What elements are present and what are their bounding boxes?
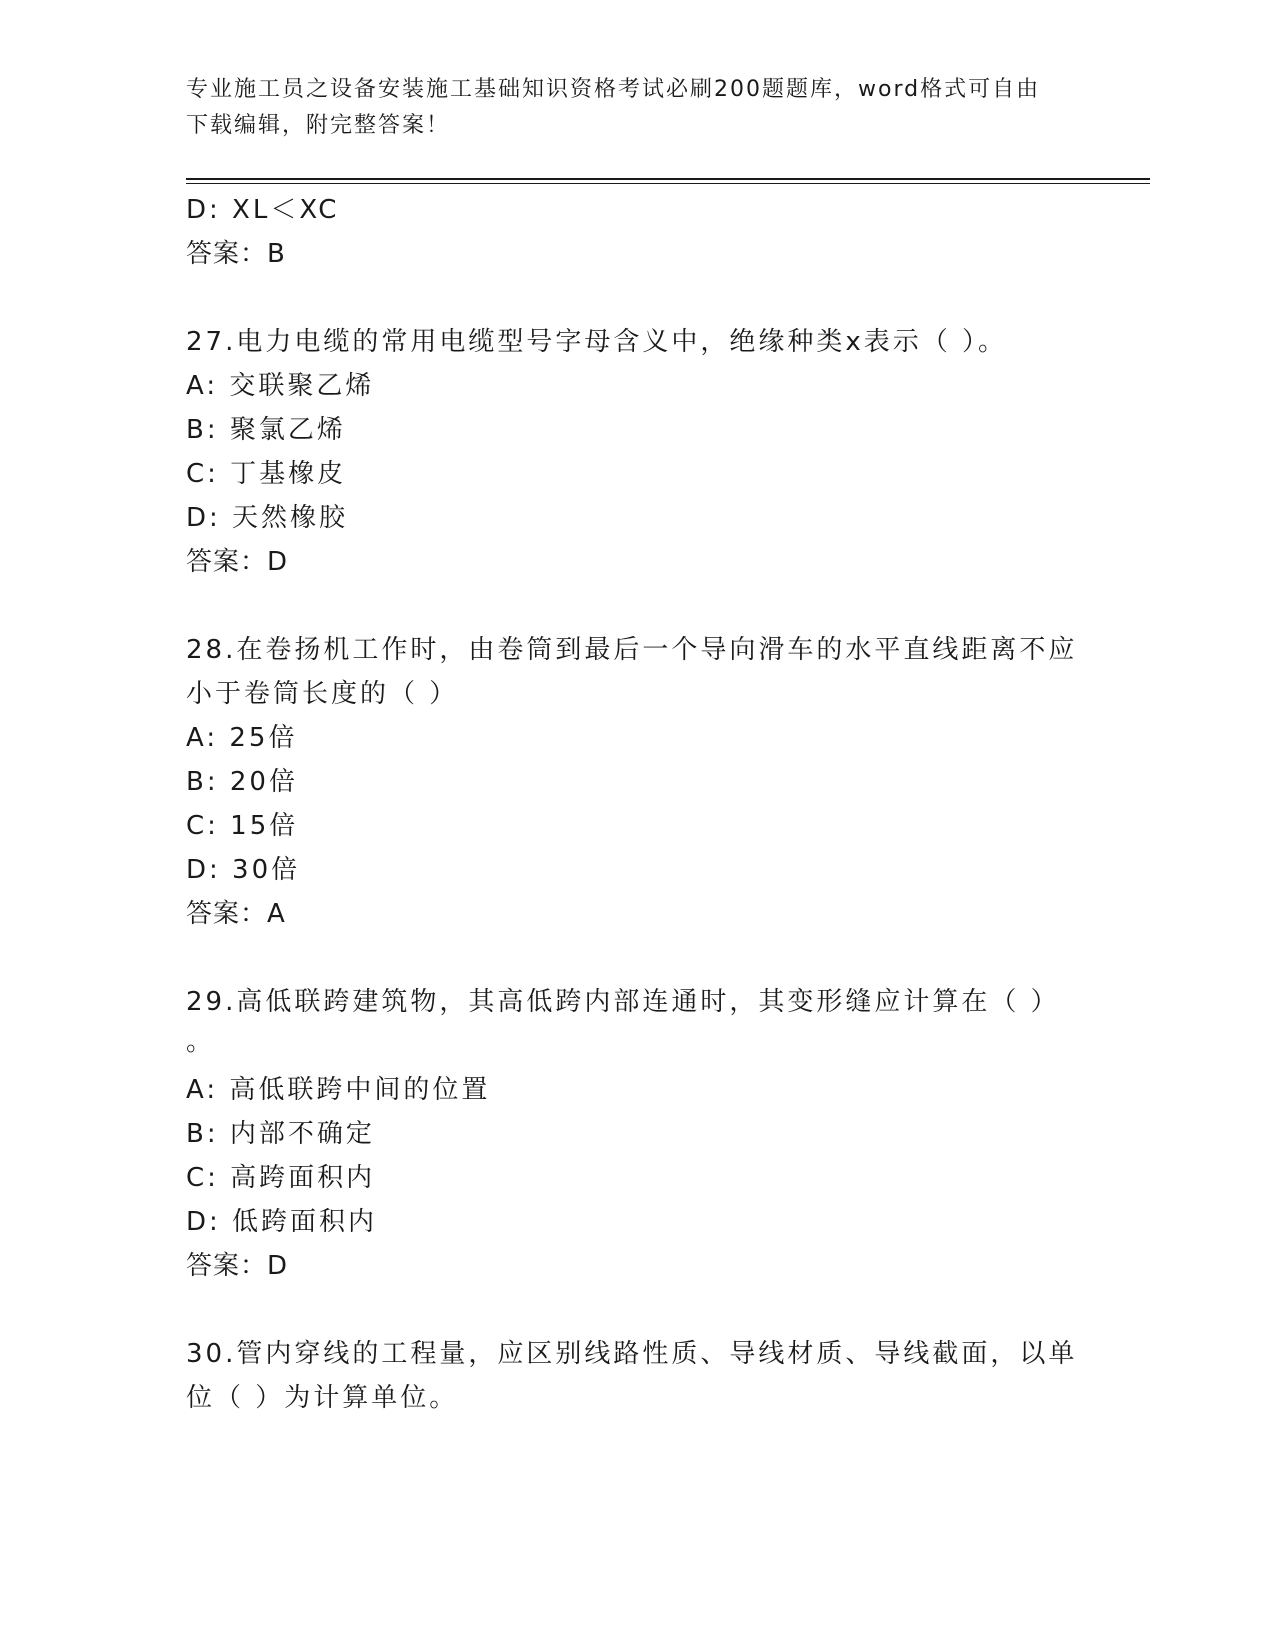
q27-stem-line-1: 27.电力电缆的常用电缆型号字母含义中，绝缘种类x表示（ ）。	[186, 327, 1008, 357]
header-line-2: 下载编辑，附完整答案！	[186, 113, 451, 138]
q27-option-d: D: 天然橡胶	[186, 503, 349, 533]
q28-stem-line-1: 28.在卷扬机工作时，由卷筒到最后一个导向滑车的水平直线距离不应	[186, 635, 1078, 665]
q28-option-c: C: 15倍	[186, 811, 299, 841]
document-header	[186, 72, 1066, 144]
q28-option-b: B: 20倍	[186, 767, 298, 797]
q29-option-c: C: 高跨面积内	[186, 1163, 376, 1193]
q30-stem-line-2: 位（ ）为计算单位。	[186, 1383, 459, 1413]
header-divider-thick	[186, 178, 1150, 180]
prev-option-d: D: XL＜XC	[186, 195, 340, 225]
q27-option-a: A: 交联聚乙烯	[186, 371, 375, 401]
q29-answer: 答案：D	[186, 1251, 289, 1281]
header-line-1: 专业施工员之设备安装施工基础知识资格考试必刷200题题库，word格式可自由	[186, 77, 1041, 102]
q28-option-d: D: 30倍	[186, 855, 301, 885]
q28-stem-line-2: 小于卷筒长度的（ ）	[186, 679, 459, 709]
q29-option-a: A: 高低联跨中间的位置	[186, 1075, 491, 1105]
header-divider-thin	[186, 183, 1150, 184]
q29-option-b: B: 内部不确定	[186, 1119, 375, 1149]
q27-option-c: C: 丁基橡皮	[186, 459, 347, 489]
q28-option-a: A: 25倍	[186, 723, 298, 753]
q30-stem-line-1: 30.管内穿线的工程量，应区别线路性质、导线材质、导线截面，以单	[186, 1339, 1078, 1369]
q27-answer: 答案：D	[186, 547, 289, 577]
q29-stem-line-2: 。	[186, 1027, 216, 1057]
q28-answer: 答案：A	[186, 899, 286, 929]
q29-stem-line-1: 29.高低联跨建筑物，其高低跨内部连通时，其变形缝应计算在（ ）	[186, 987, 1060, 1017]
q29-option-d: D: 低跨面积内	[186, 1207, 378, 1237]
prev-answer: 答案：B	[186, 239, 286, 269]
q27-option-b: B: 聚氯乙烯	[186, 415, 346, 445]
